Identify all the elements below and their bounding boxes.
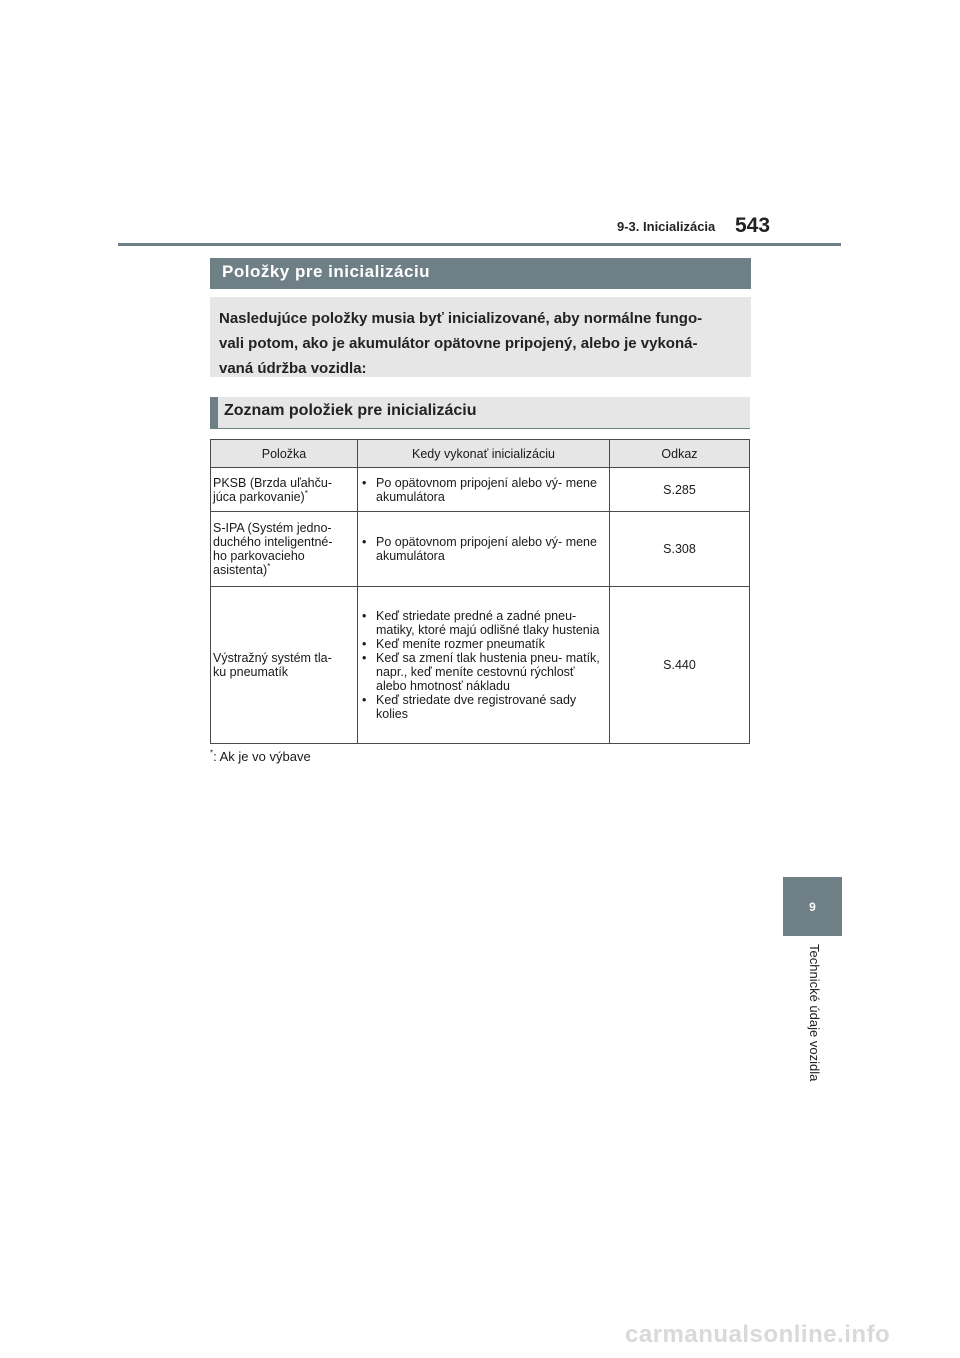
page-number: 543 <box>735 214 771 237</box>
table-row <box>211 587 750 744</box>
main-title: Položky pre inicializáciu <box>222 262 431 281</box>
item-line: PKSB (Brzda uľahču- <box>213 475 332 490</box>
when-bullet: • Po opätovnom pripojení alebo vý- mene akumulátora <box>360 535 607 563</box>
chapter-label: Technické údaje vozidla <box>807 944 822 1082</box>
when-bullet: • Keď striedate predné a zadné pneu- matiky, ktoré majú odlišné tlaky hustenia <box>360 609 607 637</box>
footnote <box>210 749 311 764</box>
item-cell <box>211 512 358 587</box>
subsection-bar <box>210 397 750 428</box>
item-line: asistenta) <box>213 563 268 577</box>
item-cell <box>211 587 358 744</box>
when-bullet: • Po opätovnom pripojení alebo vý- mene akumulátora <box>360 476 607 504</box>
intro-line: vaná údržba vozidla: <box>219 360 367 377</box>
reference-cell: S.440 <box>610 587 750 744</box>
reference-cell: S.285 <box>610 468 750 512</box>
when-bullet: • Keď striedate dve registrované sady kolies <box>360 693 607 721</box>
footnote-marker: * <box>210 748 214 758</box>
intro-box <box>210 297 751 377</box>
subsection-title: Zoznam položiek pre inicializáciu <box>224 402 477 419</box>
when-cell <box>358 468 610 512</box>
footnote-text: : Ak je vo výbave <box>213 749 311 764</box>
footnote-marker: * <box>267 561 271 571</box>
table-header-row <box>211 440 750 468</box>
chapter-number: 9 <box>809 899 816 914</box>
section-header: 9-3. Inicializácia <box>617 219 716 234</box>
intro-line: Nasledujúce položky musia byť inicializované, aby normálne fungo- <box>219 310 703 327</box>
footnote-marker: * <box>304 488 308 498</box>
column-header-reference: Odkaz <box>610 440 750 468</box>
item-line: duchého inteligentné- <box>213 535 333 549</box>
subsection-underline <box>210 428 750 429</box>
when-cell <box>358 587 610 744</box>
item-line: ho parkovacieho <box>213 549 305 563</box>
intro-line: vali potom, ako je akumulátor opätovne pripojený, alebo je vykoná- <box>219 335 698 352</box>
column-header-item: Položka <box>211 440 358 468</box>
table-row <box>211 512 750 587</box>
when-bullet: • Keď meníte rozmer pneumatík <box>360 637 607 651</box>
reference-cell: S.308 <box>610 512 750 587</box>
column-header-when: Kedy vykonať inicializáciu <box>358 440 610 468</box>
when-cell <box>358 512 610 587</box>
chapter-tab <box>783 877 842 936</box>
item-cell <box>211 468 358 512</box>
item-line: S-IPA (Systém jedno- <box>213 521 332 535</box>
watermark: carmanualsonline.info <box>625 1321 891 1348</box>
item-line: júca parkovanie) <box>213 489 305 504</box>
item-line: ku pneumatík <box>213 665 289 679</box>
header-rule <box>118 243 841 246</box>
main-title-bar <box>210 258 751 289</box>
table-row <box>211 468 750 512</box>
item-line: Výstražný systém tla- <box>213 651 332 665</box>
initialization-table <box>210 439 750 744</box>
when-bullet: • Keď sa zmení tlak hustenia pneu- matík, napr., keď meníte cestovnú rýchlosť alebo hmotnosť nákladu <box>360 651 607 693</box>
